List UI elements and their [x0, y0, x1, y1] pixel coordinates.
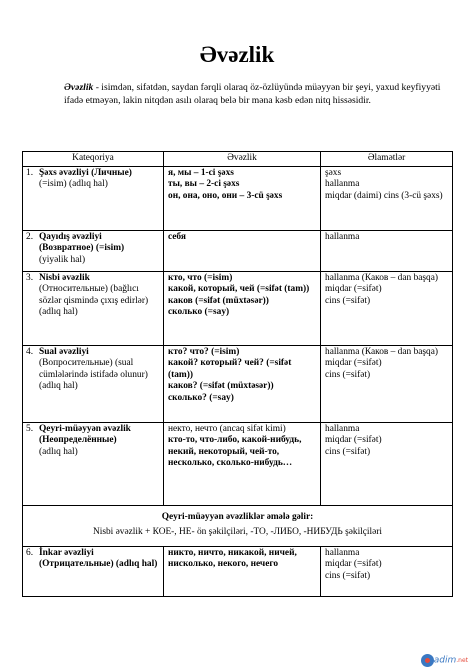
formation-note-row	[23, 505, 453, 546]
category-cell	[23, 166, 164, 230]
row-number: 6.	[26, 547, 34, 558]
header-pronoun: Əvəzlik	[164, 152, 321, 167]
feature-line: hallanma	[325, 179, 360, 190]
pronoun-cell	[164, 546, 321, 596]
formation-note-title: Qeyri-müəyyən əvəzliklər əmələ gəlir:	[161, 511, 314, 522]
table-row	[23, 271, 453, 345]
pronoun-cell	[164, 230, 321, 271]
feature-line: hallanma (Каков – dan başqa)	[325, 272, 439, 283]
row-number: 2.	[26, 231, 34, 242]
category-note: (adlıq hal)	[39, 446, 78, 457]
features-cell	[321, 345, 453, 422]
feature-line: miqdar (=sifət)	[325, 559, 382, 570]
table-row	[23, 345, 453, 422]
category-note: (adlıq hal)	[39, 381, 78, 392]
intro-text: - isimdən, sifətdən, saydan fərqli olaraq öz-özlüyündə müəyyən bir şeyi, yaxud keyfiyyəti ifadə etməyən, lakin nitqdən asılı olaraq belə bir məna kəsb edən nitq hissəsidir.	[64, 82, 441, 106]
pronoun-cell	[164, 422, 321, 505]
feature-line: cins (=sifət)	[325, 446, 371, 457]
category-cell	[23, 230, 164, 271]
pronoun-table	[22, 151, 453, 597]
pronoun-line: какой, который, чей (=sifət (tam))	[168, 284, 310, 295]
category-cell	[23, 271, 164, 345]
pronoun-line: кто-то, что-либо, какой-нибудь, некий, некоторый, чей-то, несколько, сколько-нибудь…	[168, 435, 302, 469]
table-row	[23, 546, 453, 596]
pronoun-line: кто, что (=isim)	[168, 272, 233, 283]
site-logo[interactable]	[421, 654, 468, 667]
pronoun-line: сколько (=say)	[168, 307, 230, 318]
category-cell	[23, 345, 164, 422]
category-note: (yiyəlik hal)	[39, 254, 86, 265]
feature-line: hallanma	[325, 547, 360, 558]
header-features: Əlamətlər	[321, 152, 453, 167]
category-name: Nisbi əvəzlik	[39, 272, 90, 283]
feature-line: şəxs	[325, 167, 342, 178]
category-name: Qayıdış əvəzliyi	[39, 231, 102, 242]
category-cell	[23, 422, 164, 505]
features-cell	[321, 546, 453, 596]
pronoun-line: кто? что? (=isim)	[168, 346, 240, 357]
pronoun-cell	[164, 166, 321, 230]
feature-line: hallanma	[325, 423, 360, 434]
intro-paragraph	[64, 82, 444, 107]
row-number: 1.	[26, 167, 34, 178]
category-note: (Неопределённые)	[39, 435, 117, 446]
formation-note-cell	[23, 505, 453, 546]
pronoun-line: каков (=sifət (müxtəsər))	[168, 295, 269, 306]
pronoun-line: каков? (=sifət (müxtəsər))	[168, 381, 274, 392]
category-note: (Вопросительные) (sual cümlələrində istifadə olunur)	[39, 358, 148, 380]
feature-line: cins (=sifət)	[325, 295, 371, 306]
table-row	[23, 422, 453, 505]
intro-term: Əvəzlik	[64, 82, 94, 93]
feature-line: miqdar (daimi) cins (3-cü şəxs)	[325, 190, 443, 201]
header-category: Kateqoriya	[23, 152, 164, 167]
table-row	[23, 230, 453, 271]
pronoun-cell	[164, 345, 321, 422]
category-name: İnkar əvəzliyi	[39, 547, 94, 558]
row-number: 5.	[26, 423, 34, 434]
features-cell	[321, 166, 453, 230]
page-title: Əvəzlik	[199, 42, 275, 67]
category-name: Qeyri-müəyyən əvəzlik	[39, 423, 131, 434]
pronoun-line: себя	[168, 231, 186, 242]
category-cell	[23, 546, 164, 596]
site-logo-text: adim	[433, 655, 457, 666]
category-name: Sual əvəzliyi	[39, 346, 89, 357]
table-row	[23, 166, 453, 230]
category-note: (Отрицательные) (adlıq hal)	[39, 559, 158, 570]
feature-line: cins (=sifət)	[325, 570, 371, 581]
category-note: (adlıq hal)	[39, 307, 78, 318]
table-header-row	[23, 152, 453, 167]
site-logo-icon	[421, 654, 434, 667]
features-cell	[321, 422, 453, 505]
site-logo-suffix: .net	[456, 657, 468, 664]
row-number: 4.	[26, 346, 34, 357]
category-note: (Относительные) (bağlıcı sözlər qismində çıxış edirlər)	[39, 284, 149, 306]
formation-note-text: Nisbi əvəzlik + КОЕ-, НЕ- ön şəkilçiləri, -ТО, -ЛИБО, -НИБУДЬ şəkilçiləri	[92, 526, 383, 537]
category-note: (=isim) (adlıq hal)	[39, 179, 108, 190]
feature-line: miqdar (=sifət)	[325, 284, 382, 295]
features-cell	[321, 271, 453, 345]
feature-line: hallanma	[325, 231, 360, 242]
pronoun-cell	[164, 271, 321, 345]
pronoun-line: никто, ничто, никакой, ничей, нисколько, некого, нечего	[168, 547, 297, 570]
feature-line: cins (=sifət)	[325, 369, 371, 380]
pronoun-line: ты, вы – 2-ci şəxs	[168, 179, 240, 190]
feature-line: miqdar (=sifət)	[325, 358, 382, 369]
row-number: 3.	[26, 272, 34, 283]
pronoun-line: я, мы – 1-ci şəxs	[168, 167, 234, 178]
category-note: (Возвратное) (=isim)	[39, 243, 125, 254]
feature-line: miqdar (=sifət)	[325, 435, 382, 446]
feature-line: hallanma (Каков – dan başqa)	[325, 346, 439, 357]
category-name: Şəxs əvəzliyi (Личные)	[39, 167, 132, 178]
pronoun-line: некто, нечто (ancaq sifət kimi)	[168, 423, 286, 434]
pronoun-line: он, она, оно, они – 3-cü şəxs	[168, 190, 283, 201]
pronoun-line: какой? который? чей? (=sifət (tam))	[168, 358, 292, 380]
pronoun-line: сколько? (=say)	[168, 392, 234, 403]
features-cell	[321, 230, 453, 271]
